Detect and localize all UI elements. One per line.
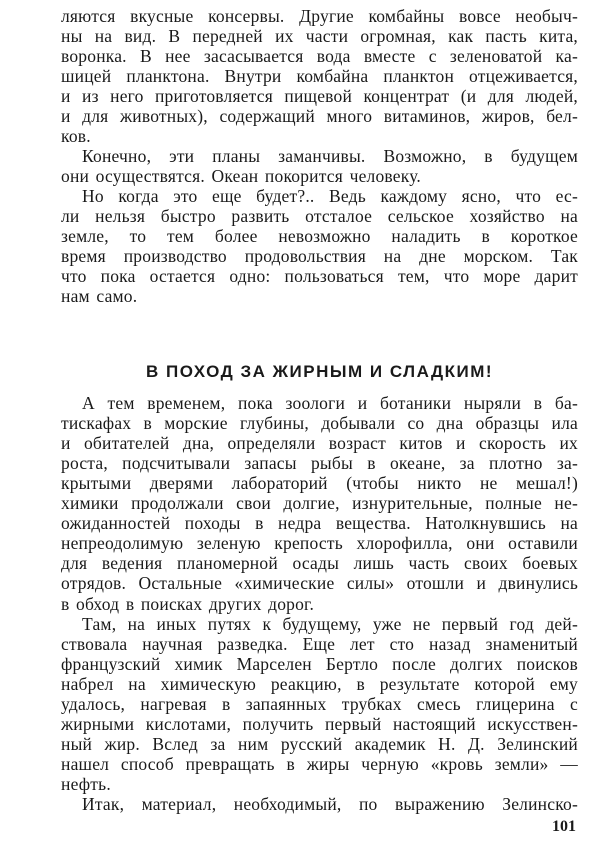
chapter-heading: В ПОХОД ЗА ЖИРНЫМ И СЛАДКИМ! xyxy=(145,362,494,381)
text-line: ожиданностей походы в недра вещества. Натолкнувшись на xyxy=(61,513,578,534)
text-line: нефть. xyxy=(61,773,111,794)
text-line: французский химик Марселен Бертло после долгих поисков xyxy=(61,653,578,674)
text-line: ков. xyxy=(61,126,91,146)
text-line: крытыми дверями лабораторий (чтобы никто не мешал!) xyxy=(61,473,578,494)
text-line: Конечно, эти планы заманчивы. Возможно, в будущем xyxy=(82,146,578,166)
text-line: шицей планктона. Внутри комбайна планктон отцеживается, xyxy=(61,66,578,86)
text-line: что пока остается одно: пользоваться тем, что море дарит xyxy=(61,266,578,286)
text-line: в обход в поисках других дорог. xyxy=(61,593,315,614)
text-line: нашел способ превращать в жиры черную «кровь земли» — xyxy=(61,753,578,774)
text-line: ны на вид. В передней их части огромная, как пасть кита, xyxy=(61,26,578,46)
text-line: Итак, материал, необходимый, по выражению Зелинско- xyxy=(82,794,578,814)
text-line: ляются вкусные консервы. Другие комбайны вовсе необыч- xyxy=(61,6,578,26)
text-line: отрядов. Остальные «химические силы» отошли и двинулись xyxy=(61,573,578,594)
text-line: Там, на иных путях к будущему, уже не первый год дей- xyxy=(82,613,578,634)
text-line: для ведения планомерной осады лишь часть своих боевых xyxy=(61,553,578,574)
text-line: тискафах в морские глубины, добывали со дна образцы ила xyxy=(61,413,578,434)
text-line: удалось, нагревая в запаянных трубках смесь глицерина с xyxy=(61,693,578,714)
text-line: ный жир. Вслед за ним русский академик Н. Д. Зелинский xyxy=(61,733,578,754)
text-line: и для животных), содержащий много витаминов, жиров, бел- xyxy=(61,106,578,126)
text-line: время производство продовольствия на дне морском. Так xyxy=(61,246,578,266)
text-line: Но когда это еще будет?.. Ведь каждому ясно, что ес- xyxy=(82,186,578,206)
text-line: А тем временем, пока зоологи и ботаники ныряли в ба- xyxy=(82,393,578,413)
text-line: они осуществятся. Океан покорится человеку. xyxy=(61,166,421,186)
text-line: ли нельзя быстро развить отсталое сельское хозяйство на xyxy=(61,206,578,226)
text-line: жирными кислотами, получить первый настоящий искусствен- xyxy=(61,713,578,734)
text-line: набрел на химическую реакцию, в результате которой ему xyxy=(61,673,578,694)
text-line: ствовала научная разведка. Еще лет сто назад знаменитый xyxy=(61,633,578,654)
text-line: земле, то тем более невозможно наладить в короткое xyxy=(61,226,578,246)
text-line: воронка. В нее засасывается вода вместе с зеленоватой ка- xyxy=(61,46,578,66)
text-line: и из него приготовляется пищевой концентрат (и для людей, xyxy=(61,86,578,106)
page-number: 101 xyxy=(552,818,576,835)
text-line: роста, подсчитывали запасы рыбы в океане, за плотно за- xyxy=(61,453,578,474)
text-line: непреодолимую зеленую крепость хлорофилла, они оставили xyxy=(61,533,578,554)
text-line: нам само. xyxy=(61,286,138,306)
text-line: и обитателей дна, определяли возраст китов и скорость их xyxy=(61,433,578,454)
text-line: химики продолжали свои долгие, изнурительные, полные не- xyxy=(61,493,578,514)
